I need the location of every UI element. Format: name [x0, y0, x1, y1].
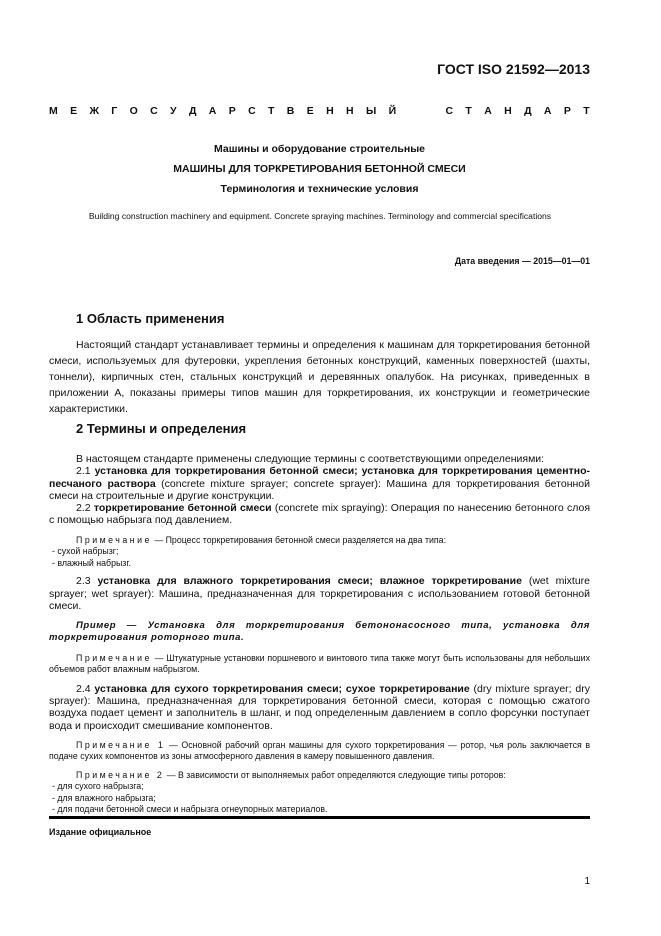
interstate-letter: В [286, 105, 295, 117]
note-2-2: Примечание — Процесс торкретирования бетонной смеси разделяется на два типа: - сухой набрызг; - влажный набрызг. [49, 535, 590, 570]
example-2-3: Пример — Установка для торкретирования бетононасосного типа, установка для торкретирования роторного типа. [49, 620, 590, 644]
interstate-letter: Т [268, 105, 275, 117]
note-2-4-1: Примечание 1 — Основной рабочий орган машины для сухого торкретирования — ротор, чья роль заключается в подаче сухих компонентов из зоны атмосферного давления в камеру повышенного давления. [49, 739, 590, 762]
section-2-body [49, 453, 590, 816]
interstate-letter: С [150, 105, 158, 117]
term-2-1: 2.1 установка для торкретирования бетонной смеси; установка для торкретирования цементно-песчаного раствора (concrete mixture sprayer; concrete sprayer): Машина для торкретирования бетонной смеси на строительные и другие конструкции. [49, 465, 591, 502]
introduction-date: Дата введения — 2015—01—01 [454, 256, 590, 266]
footer-divider [49, 816, 590, 819]
section-1-text: Настоящий стандарт устанавливает термины и определения к машинам для торкретирования бетонной смеси, используемых для футеровки, укрепления бетонных конструкций, каменных поверхностей (шахты, тоннели), кирпичных стен, стальных конструкций и деревянных опалубок. На рисунках, приведенных в приложении А, показаны примеры типов машин для торкретирования, их конструкции и геометрические характеристики. [49, 339, 590, 415]
title-sub: Терминология и технические условия [220, 183, 419, 195]
interstate-letter: Г [111, 105, 118, 117]
list-item: - для подачи бетонной смеси и набрызга огнеупорных материалов. [52, 804, 328, 815]
interstate-letter: С [445, 105, 454, 117]
title-main: МАШИНЫ ДЛЯ ТОРКРЕТИРОВАНИЯ БЕТОННОЙ СМЕСИ [173, 163, 466, 175]
list-item: - для сухого набрызга; [52, 781, 144, 792]
section-2-intro: В настоящем стандарте применены следующие термины с соответствующими определениями: [76, 453, 545, 465]
interstate-standard-label [49, 105, 590, 117]
standard-designation: ГОСТ ISO 21592—2013 [437, 61, 590, 77]
list-item: - для влажного набрызга; [52, 792, 156, 803]
interstate-letter: Р [228, 105, 236, 117]
interstate-letter: Ы [365, 105, 377, 117]
interstate-letter: Д [524, 105, 532, 117]
interstate-letter: Р [563, 105, 571, 117]
interstate-letter: С [248, 105, 256, 117]
interstate-letter: Н [326, 105, 334, 117]
interstate-letter: Н [504, 105, 512, 117]
interstate-letter: А [484, 105, 492, 117]
interstate-letter: Й [388, 105, 397, 117]
interstate-letter: А [543, 105, 552, 117]
title-group: Машины и оборудование строительные [214, 143, 425, 155]
interstate-letter: О [129, 105, 138, 117]
list-item: - влажный набрызг. [52, 557, 131, 568]
official-edition-label: Издание официальное [49, 827, 152, 837]
interstate-letter: Е [70, 105, 78, 117]
term-2-4: 2.4 установка для сухого торкретирования смеси; сухое торкретирование (dry mixture sprayer; dry sprayer): Машина, предназначенная для торкретирования бетонной смеси, которая с помощью сжатого воздуха подает цемент и заполнитель в шланг, и под определенным давлением в сопло форсунки поступает вода и происходит смешивание компонентов. [49, 682, 590, 732]
title-english: Building construction machinery and equipment. Concrete spraying machines. Terminology and commercial specifications [88, 211, 552, 221]
interstate-letter: У [170, 105, 177, 117]
interstate-letter: Т [465, 105, 472, 117]
page-number: 1 [584, 876, 590, 887]
interstate-letter: Е [306, 105, 314, 117]
interstate-letter: М [49, 105, 58, 117]
interstate-letter: А [208, 105, 217, 117]
term-2-2: 2.2 торкретирование бетонной смеси (concrete mix spraying): Операция по нанесению бетонного слоя с помощью набрызга под давлением. [49, 502, 591, 527]
section-2-heading: 2 Термины и определения [76, 421, 247, 436]
term-2-3: 2.3 установка для влажного торкретирования смеси; влажное торкретирование (wet mixture sprayer; wet sprayer): Машина, предназначенная для торкретирования с использованием готовой бетонной смеси. [49, 575, 591, 612]
list-item: - сухой набрызг; [52, 546, 119, 557]
interstate-letter: Д [188, 105, 197, 117]
interstate-letter: Ж [89, 105, 99, 117]
interstate-letter: Н [346, 105, 354, 117]
note-2-4-2: Примечание 2 — В зависимости от выполняемых работ определяются следующие типы роторов: - для сухого набрызга; - для влажного набрызга; - для подачи бетонной смеси и набрызга огнеупорных материалов. [49, 770, 590, 816]
note-2-3: Примечание — Штукатурные установки поршневого и винтового типа также могут быть использованы для небольших объемов работ влажным набрызгом. [49, 652, 590, 675]
section-1-heading: 1 Область применения [76, 311, 225, 326]
interstate-letter: Т [583, 105, 590, 117]
